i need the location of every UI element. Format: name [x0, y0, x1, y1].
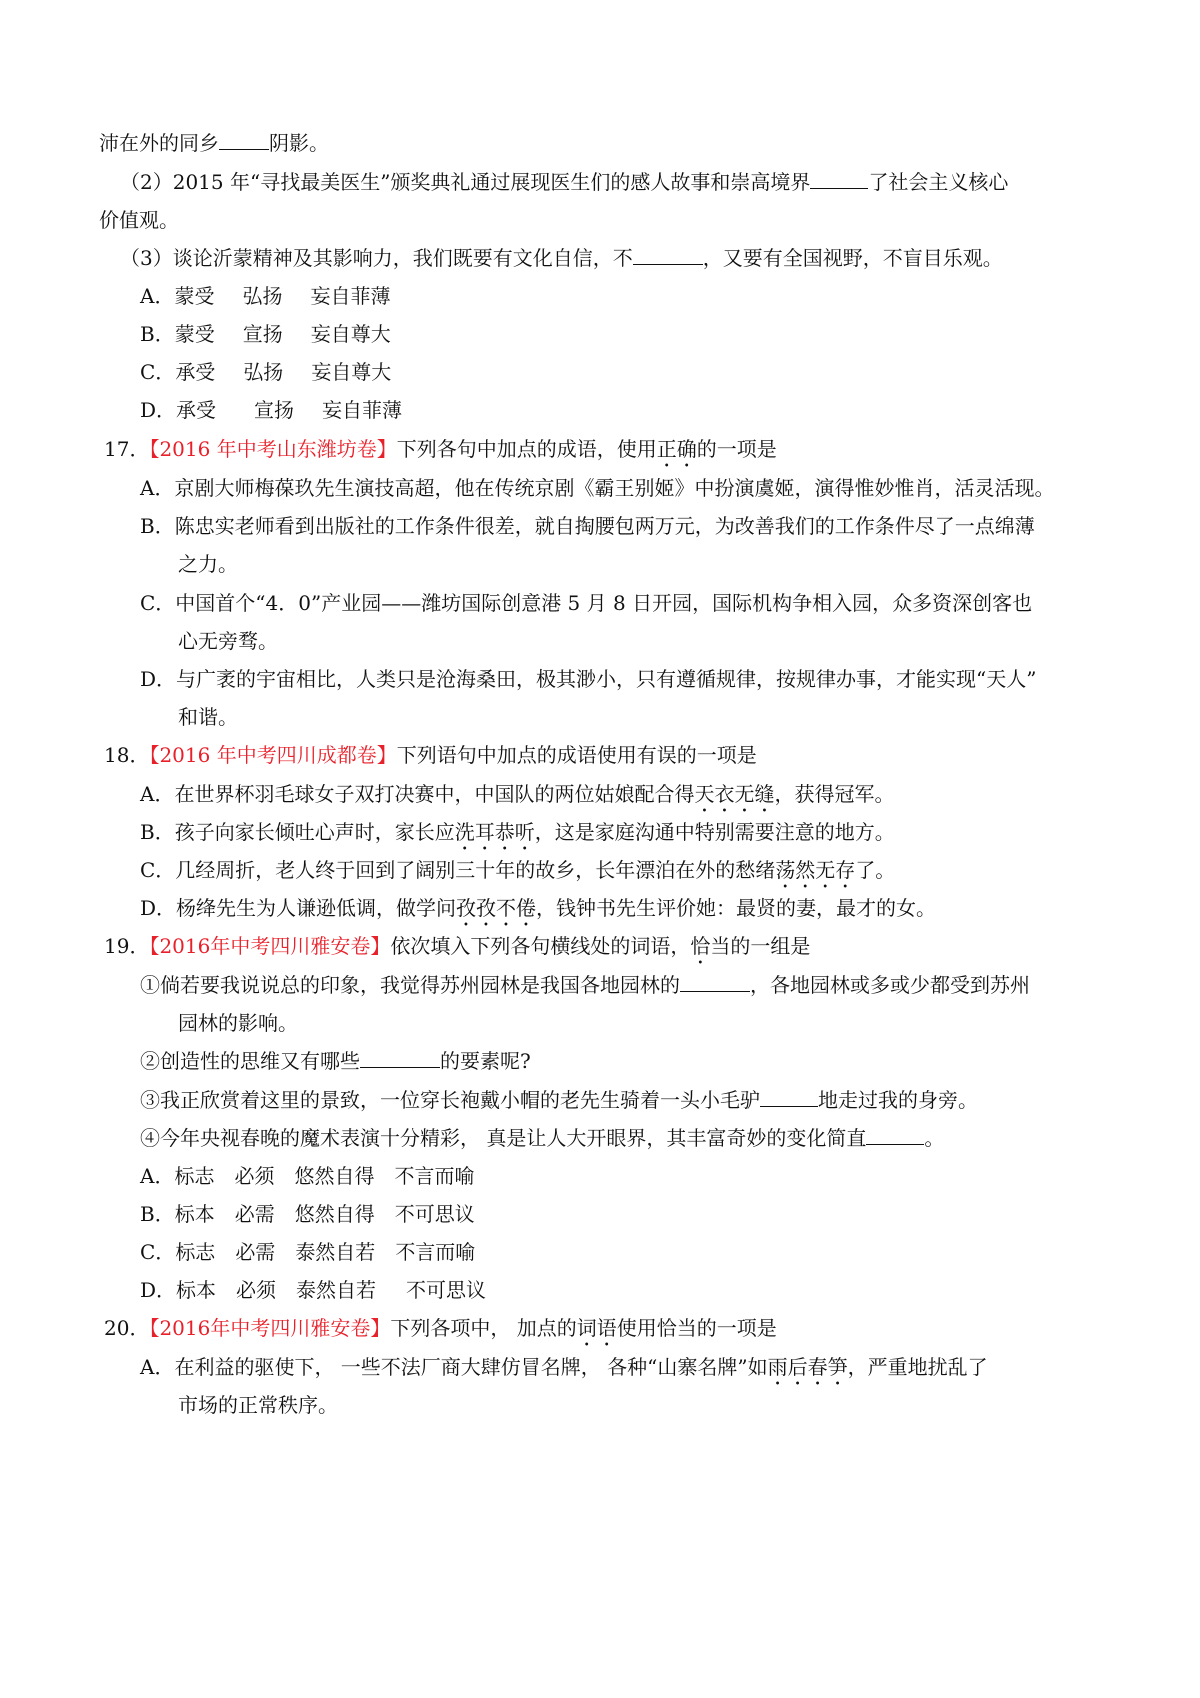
question-number: 20．	[104, 1316, 150, 1340]
question-19-sentence-2: ②创造性的思维又有哪些 的要素呢?	[140, 1049, 531, 1073]
question-18-stem: 18．【2016 年中考四川成都卷】下列语句中加点的成语使用有误的一项是	[104, 743, 757, 767]
question-19-option-a: A．标志 必须 悠然自得 不言而喻	[140, 1164, 475, 1188]
question-18-option-d: D．杨绛先生为人谦逊低调，做学问孜孜不倦，钱钟书先生评价她：最贤的妻，最才的女。	[140, 896, 937, 920]
blank	[866, 1126, 924, 1145]
question-source: 【2016 年中考山东潍坊卷】	[149, 437, 397, 461]
question-17-option-d: D．与广袤的宇宙相比，人类只是沧海桑田，极其渺小，只有遵循规律，按规律办事，才能实现“天人”	[140, 667, 1037, 691]
question-19-sentence-1-cont: 园林的影响。	[178, 1011, 298, 1035]
prev-option-b: B．蒙受 宣扬 妄自尊大	[140, 322, 391, 346]
prev-sentence-3: （3）谈论沂蒙精神及其影响力，我们既要有文化自信，不 ，又要有全国视野，不盲目乐观。	[120, 246, 1003, 270]
question-20-stem: 20．【2016年中考四川雅安卷】下列各项中， 加点的词语使用恰当的一项是	[104, 1316, 777, 1340]
question-number: 18．	[104, 743, 150, 767]
question-source: 【2016年中考四川雅安卷】	[149, 934, 391, 958]
question-17-option-c-cont: 心无旁骛。	[178, 629, 278, 653]
blank	[680, 973, 750, 992]
question-number: 19．	[104, 934, 150, 958]
prev-option-c: C．承受 弘扬 妄自尊大	[140, 360, 392, 384]
question-18-option-b: B．孩子向家长倾吐心声时，家长应洗耳恭听，这是家庭沟通中特别需要注意的地方。	[140, 820, 895, 844]
question-source: 【2016 年中考四川成都卷】	[149, 743, 397, 767]
question-19-sentence-3: ③我正欣赏着这里的景致，一位穿长袍戴小帽的老先生骑着一头小毛驴 地走过我的身旁。	[140, 1088, 978, 1112]
blank	[219, 131, 269, 150]
blank	[760, 1088, 818, 1107]
blank	[360, 1049, 440, 1068]
question-19-stem: 19．【2016年中考四川雅安卷】依次填入下列各句横线处的词语，恰当的一组是	[104, 934, 811, 958]
blank	[633, 246, 703, 265]
question-20-option-a-cont: 市场的正常秩序。	[178, 1393, 338, 1417]
question-17-option-b: B．陈忠实老师看到出版社的工作条件很差，就自掏腰包两万元，为改善我们的工作条件尽了一点绵薄	[140, 514, 1035, 538]
question-18-option-a: A．在世界杯羽毛球女子双打决赛中，中国队的两位姑娘配合得天衣无缝，获得冠军。	[140, 782, 895, 806]
question-20-option-a: A．在利益的驱使下， 一些不法厂商大肆仿冒名牌， 各种“山寨名牌”如雨后春笋，严重地扰乱了	[140, 1355, 988, 1379]
prev-option-d: D．承受 宣扬 妄自菲薄	[140, 398, 403, 422]
question-19-option-d: D．标本 必须 泰然自若 不可思议	[140, 1278, 487, 1302]
question-19-sentence-1: ①倘若要我说说总的印象，我觉得苏州园林是我国各地园林的 ，各地园林或多或少都受到苏州	[140, 973, 1030, 997]
question-19-option-b: B．标本 必需 悠然自得 不可思议	[140, 1202, 475, 1226]
question-19-option-c: C．标志 必需 泰然自若 不言而喻	[140, 1240, 476, 1264]
question-18-option-c: C．几经周折，老人终于回到了阔别三十年的故乡，长年漂泊在外的愁绪荡然无存了。	[140, 858, 896, 882]
question-17-option-b-cont: 之力。	[178, 552, 238, 576]
question-17-stem: 17．【2016 年中考山东潍坊卷】下列各句中加点的成语，使用正确的一项是	[104, 437, 777, 461]
question-17-option-d-cont: 和谐。	[178, 705, 238, 729]
prev-sentence-2-cont: 价值观。	[99, 208, 179, 232]
question-19-sentence-4: ④今年央视春晚的魔术表演十分精彩， 真是让人大开眼界，其丰富奇妙的变化简直 。	[140, 1126, 945, 1150]
question-17-option-a: A．京剧大师梅葆玖先生演技高超，他在传统京剧《霸王别姬》中扮演虞姬，演得惟妙惟肖，活灵活现。	[140, 476, 1055, 500]
blank	[810, 170, 868, 189]
question-17-option-c: C．中国首个“4．0”产业园——潍坊国际创意港 5 月 8 日开园，国际机构争相入园，众多资深创客也	[140, 591, 1033, 615]
prev-sentence-2: （2）2015 年“寻找最美医生”颁奖典礼通过展现医生们的感人故事和崇高境界 了社会主义核心	[120, 170, 1009, 194]
question-source: 【2016年中考四川雅安卷】	[149, 1316, 391, 1340]
prev-option-a: A．蒙受 弘扬 妄自菲薄	[140, 284, 391, 308]
question-number: 17．	[104, 437, 150, 461]
prev-line-1: 沛在外的同乡 阴影。	[99, 131, 329, 155]
